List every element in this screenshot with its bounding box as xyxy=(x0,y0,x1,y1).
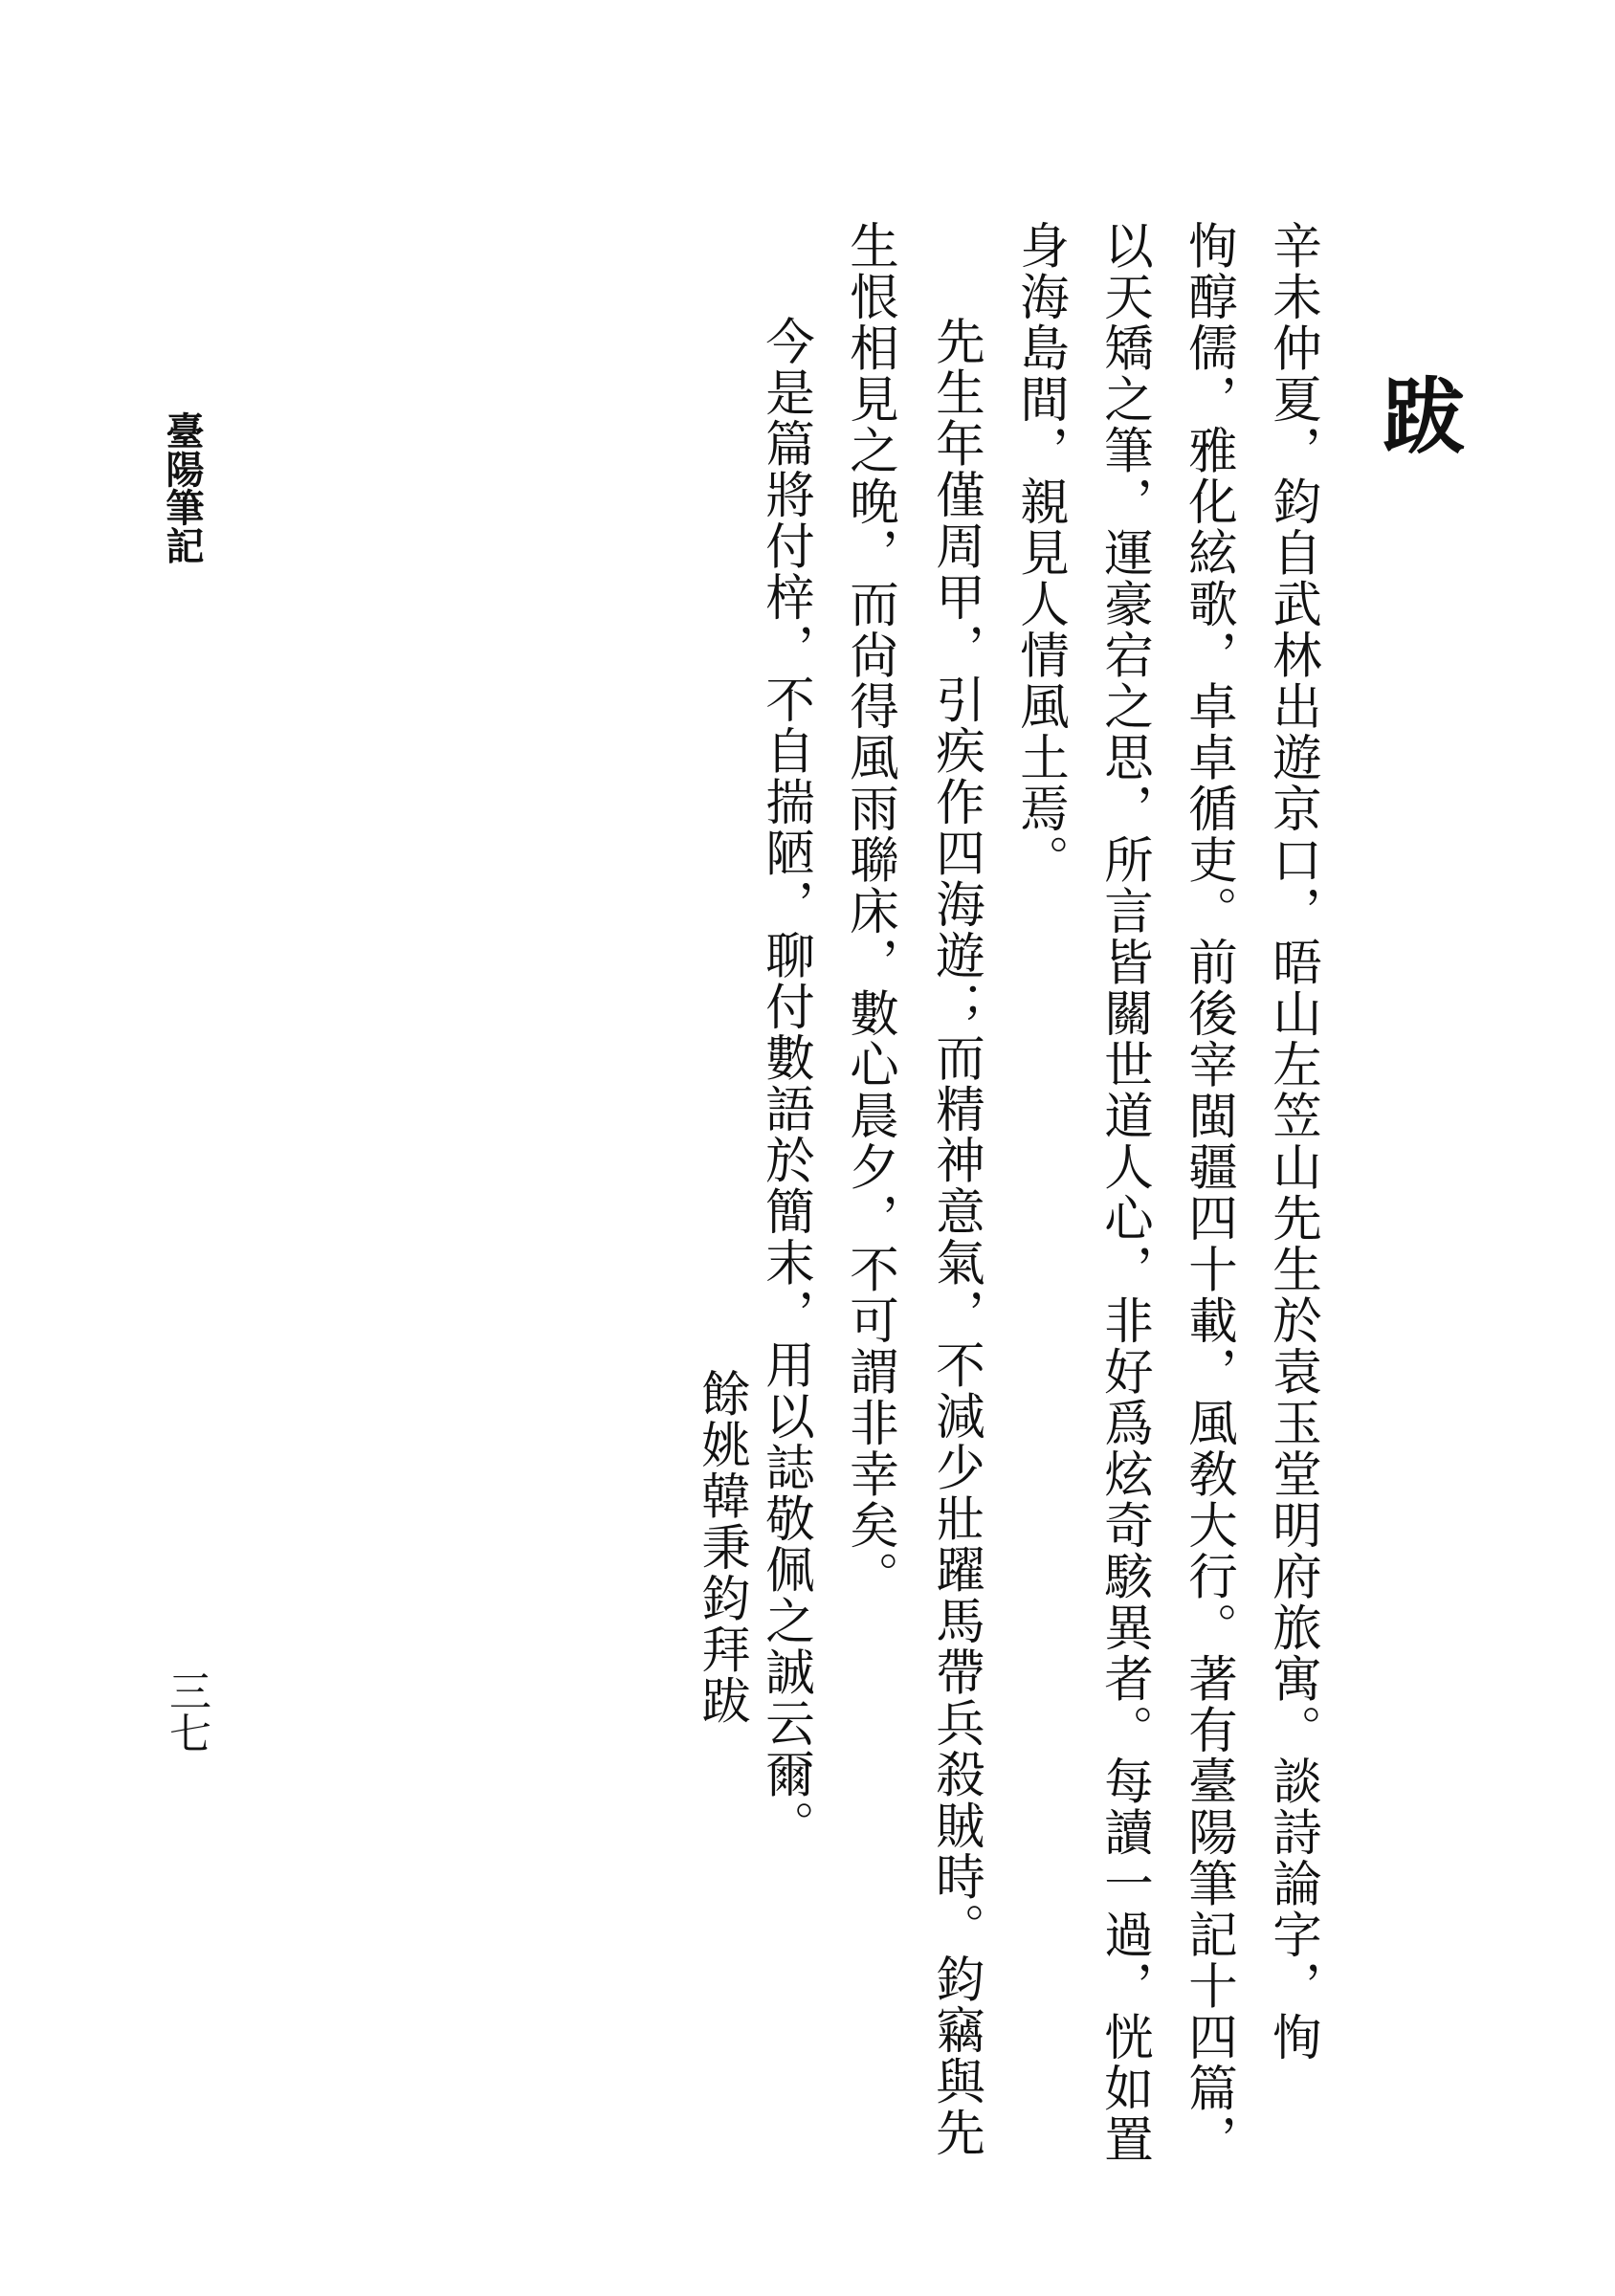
text-line: 生恨相見之晚，而尙得風雨聯床，數心晨夕，不可謂非幸矣。 xyxy=(841,220,898,1602)
page-number: 三七 xyxy=(162,1669,210,1754)
text-line: 辛未仲夏，鈞自武林出遊京口，晤山左笠山先生於袁玉堂明府旅寓。談詩論字，恂 xyxy=(1264,220,1321,2063)
running-header: 臺陽筆記 xyxy=(160,411,205,564)
signature: 餘姚韓秉鈞拜跋 xyxy=(693,1368,750,1727)
page-title: 跋 xyxy=(1368,373,1465,455)
text-line: 先生年僅周甲，引疾作四海遊；而精神意氣，不減少壯躍馬帶兵殺賊時。鈞竊與先 xyxy=(927,316,984,2158)
text-line: 今是篇將付梓，不自揣陋，聊付數語於簡末，用以誌敬佩之誠云爾。 xyxy=(757,316,814,1851)
text-line: 以天矯之筆，運豪宕之思，所言皆關世道人心，非好爲炫奇駭異者。每讀一過，恍如置 xyxy=(1095,220,1153,2165)
text-line: 恂醇儒，雅化絃歌，卓卓循吏。前後宰閩疆四十載，風敎大行。著有臺陽筆記十四篇， xyxy=(1180,220,1237,2165)
text-line: 身海島間，親見人情風土焉。 xyxy=(1011,220,1069,886)
